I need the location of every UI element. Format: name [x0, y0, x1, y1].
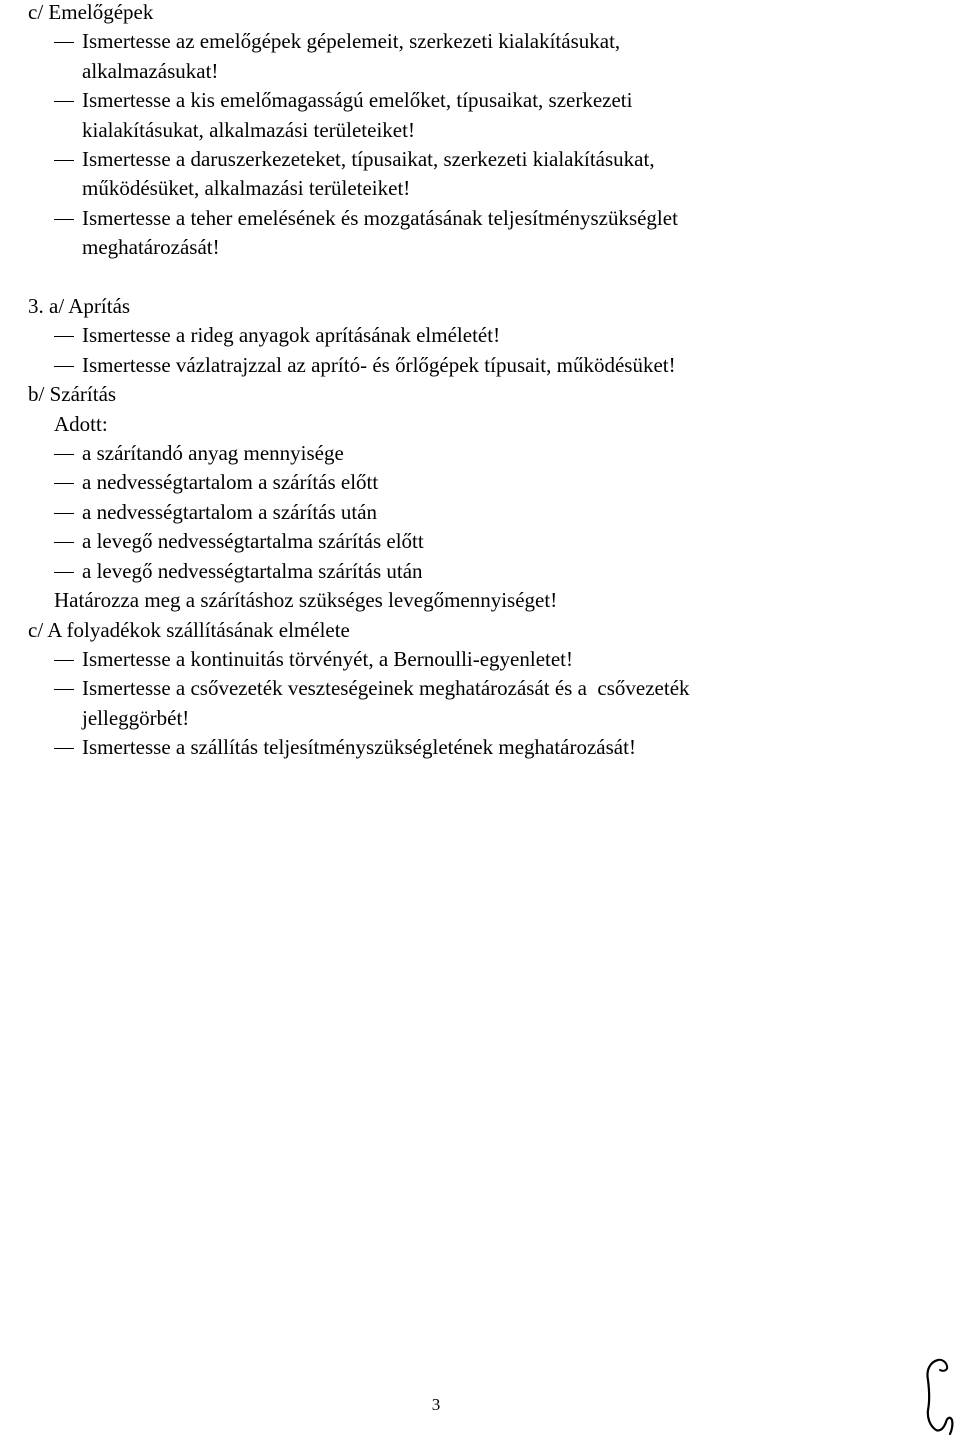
list-item	[28, 86, 928, 145]
list-item	[28, 733, 928, 762]
list-item-line: Ismertesse a kontinuitás törvényét, a Bernoulli-egyenletet!	[82, 646, 574, 671]
crushing-list	[28, 321, 928, 380]
list-item-line: alkalmazásukat!	[82, 58, 219, 83]
list-item-line: jelleggörbét!	[82, 705, 190, 730]
list-item-line: Ismertesse a kis emelőmagasságú emelőket, típusaikat, szerkezeti	[82, 88, 633, 113]
handwritten-initial-icon	[916, 1356, 956, 1444]
list-item: a levegő nedvességtartalma szárítás előtt	[28, 527, 928, 556]
list-item-line: Ismertesse a daruszerkezeteket, típusaikat, szerkezeti kialakításukat,	[82, 147, 655, 172]
list-item-line: Ismertesse a teher emelésének és mozgatásának teljesítményszükséglet	[82, 205, 678, 230]
list-item: Ismertesse a rideg anyagok aprításának elméletét!	[28, 321, 928, 350]
spacer	[28, 263, 928, 292]
list-item-line: Ismertesse a csővezeték veszteségeinek meghatározását és a csővezeték	[82, 676, 690, 701]
list-item: a nedvességtartalom a szárítás után	[28, 498, 928, 527]
list-item: Ismertesse vázlatrajzzal az aprító- és őrlőgépek típusait, működésüket!	[28, 351, 928, 380]
section-heading-crushing: 3. a/ Aprítás	[28, 294, 131, 319]
list-item-line: meghatározását!	[82, 235, 220, 260]
fluid-transport-list	[28, 645, 928, 763]
given-label: Adott:	[54, 411, 108, 436]
drying-task: Határozza meg a szárításhoz szükséges levegőmennyiséget!	[54, 588, 558, 613]
page-number: 3	[431, 1395, 441, 1414]
section-heading-drying: b/ Szárítás	[28, 382, 117, 407]
list-item	[28, 674, 928, 733]
drying-given-list	[28, 439, 928, 586]
list-item-line: kialakításukat, alkalmazási területeiket!	[82, 117, 415, 142]
document-body	[28, 0, 928, 763]
list-item-line: Ismertesse az emelőgépek gépelemeit, szerkezeti kialakításukat,	[82, 29, 621, 54]
list-item	[28, 145, 928, 204]
list-item	[28, 204, 928, 263]
list-item-line: működésüket, alkalmazási területeiket!	[82, 176, 411, 201]
list-item	[28, 645, 928, 674]
section-heading-fluid-transport: c/ A folyadékok szállításának elmélete	[28, 617, 350, 642]
list-item: a nedvességtartalom a szárítás előtt	[28, 468, 928, 497]
list-item: a levegő nedvességtartalma szárítás után	[28, 557, 928, 586]
list-item-line: Ismertesse a szállítás teljesítményszükségletének meghatározását!	[82, 735, 636, 760]
section-heading-lifting-machines: c/ Emelőgépek	[28, 0, 154, 24]
lifting-machines-list	[28, 27, 928, 262]
list-item	[28, 27, 928, 86]
list-item: a szárítandó anyag mennyisége	[28, 439, 928, 468]
